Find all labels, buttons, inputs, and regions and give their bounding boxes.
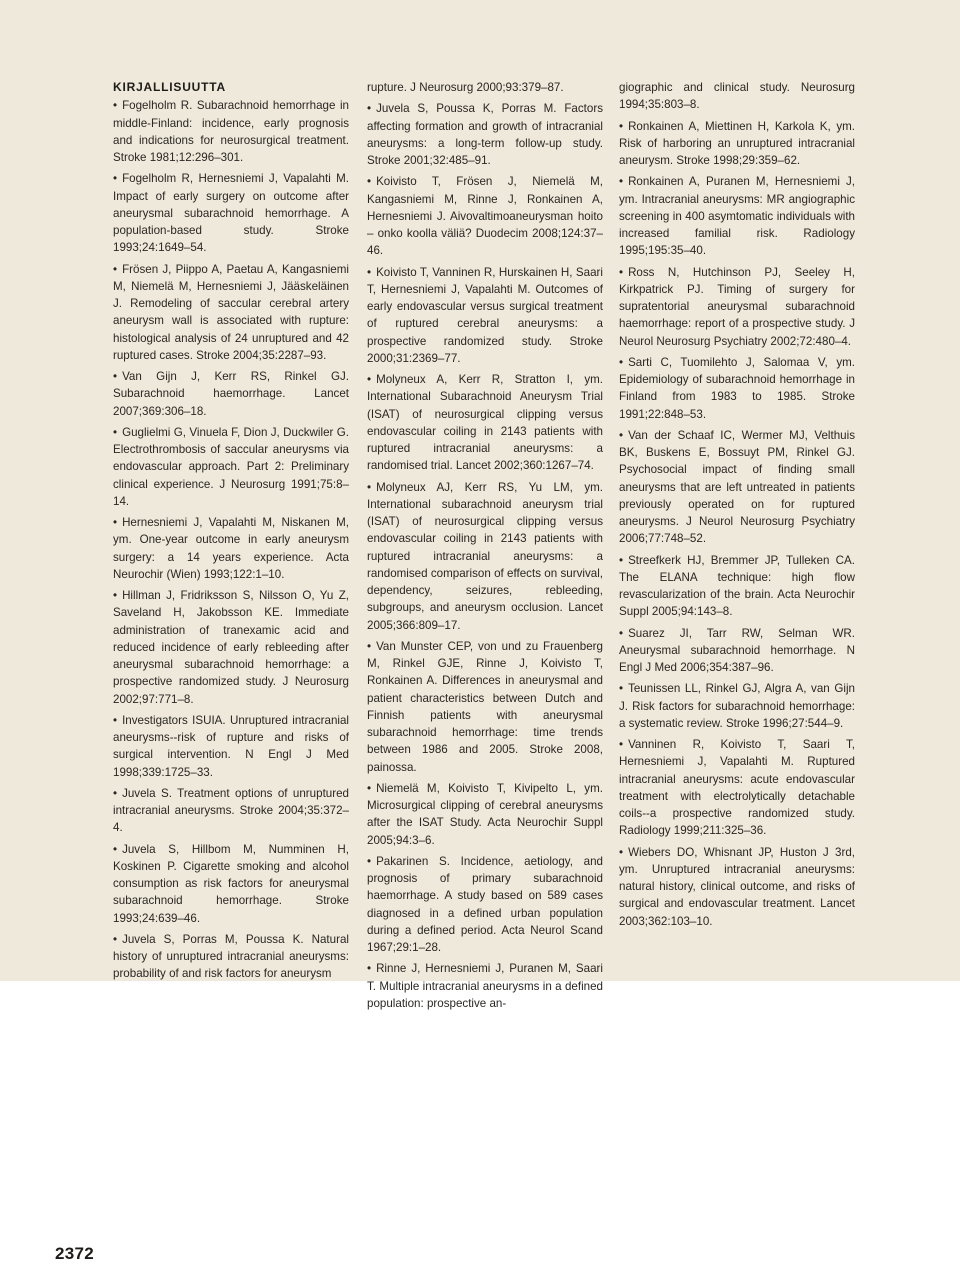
bullet-icon: •: [367, 480, 372, 494]
bullet-icon: •: [113, 786, 118, 800]
reference-text: Hillman J, Fridriksson S, Nilsson O, Yu Z, Saveland H, Jakobsson KE. Immediate administration of tranexamic acid and reduced incidence of early rebleeding after aneurysmal subarachnoid hemorrhage: a prospective randomized study. J Neurosurg 2002;97:771–8.: [113, 589, 349, 706]
reference-item: [367, 173, 603, 259]
reference-text: Ronkainen A, Puranen M, Hernesniemi J, ym. Intracranial aneurysms: MR angiographic screening in 400 asymtomatic individuals with increased familial risk. Radiology 1995;195:35–40.: [619, 175, 855, 258]
reference-item: [113, 97, 349, 166]
reference-item: [367, 960, 603, 1012]
bullet-icon: •: [367, 102, 372, 116]
reference-text: Molyneux AJ, Kerr RS, Yu LM, ym. International subarachnoid aneurysm trial (ISAT) of neurosurgical clipping versus endovascular coiling in 2143 patients with ruptured intracranial aneurysms: a randomised comparison of effects on survival, dependency, seizures, rebleeding, subgroups, and aneurysm occlusion. Lancet 2005;366:809–17.: [367, 480, 603, 632]
reference-item: [619, 680, 855, 732]
reference-item: [619, 844, 855, 930]
reference-text: Sarti C, Tuomilehto J, Salomaa V, ym. Epidemiology of subarachnoid hemorrhage in Finland from 1983 to 1985. Stroke 1991;22:848–53.: [619, 355, 855, 421]
bullet-icon: •: [619, 265, 624, 279]
bullet-icon: •: [619, 119, 624, 133]
bullet-icon: •: [619, 626, 624, 640]
references-column-2: [367, 79, 603, 1016]
reference-item: [619, 625, 855, 677]
reference-text: Frösen J, Piippo A, Paetau A, Kangasniemi M, Niemelä M, Hernesniemi J, Jääskeläinen J. Remodeling of saccular cerebral artery aneurysm wall is associated with rupture: histological analysis of 24 unruptured and 42 ruptured cases. Stroke 2004;35:2287–93.: [113, 262, 349, 362]
references-column-1: [113, 79, 349, 987]
reference-item: [113, 931, 349, 983]
bullet-icon: •: [113, 370, 118, 383]
reference-item: [113, 424, 349, 510]
reference-item: [113, 785, 349, 837]
bullet-icon: •: [619, 845, 624, 859]
reference-text: Vanninen R, Koivisto T, Saari T, Hernesniemi J, Vapalahti M. Ruptured intracranial aneurysms: acute endovascular treatment with electrolytically detachable coils--a prospective randomized study. Radiology 1999;211:325–36.: [619, 738, 855, 838]
reference-item: [619, 354, 855, 423]
reference-item: [619, 427, 855, 548]
bullet-icon: •: [113, 516, 118, 529]
bullet-icon: •: [619, 355, 624, 369]
reference-text: Ronkainen A, Miettinen H, Karkola K, ym. Risk of harboring an unruptured intracranial aneurysm. Stroke 1998;29:359–62.: [619, 119, 855, 167]
bullet-icon: •: [367, 781, 372, 795]
reference-text: Van Gijn J, Kerr RS, Rinkel GJ. Subarachnoid haemorrhage. Lancet 2007;369:306–18.: [113, 370, 349, 418]
bullet-icon: •: [367, 373, 372, 386]
reference-text: Streefkerk HJ, Bremmer JP, Tulleken CA. The ELANA technique: high flow revascularization of the brain. Acta Neurochir Suppl 2005;94:143–8.: [619, 553, 855, 619]
reference-text: Teunissen LL, Rinkel GJ, Algra A, van Gijn J. Risk factors for subarachnoid hemorrhage: a systematic review. Stroke 1996;27:544–9.: [619, 682, 855, 730]
reference-item: [619, 552, 855, 621]
bullet-icon: •: [113, 589, 118, 602]
reference-item: [113, 261, 349, 365]
bullet-icon: •: [619, 553, 624, 567]
references-heading: KIRJALLISUUTTA: [113, 80, 226, 94]
reference-item: [113, 170, 349, 256]
reference-text: Rinne J, Hernesniemi J, Puranen M, Saari T. Multiple intracranial aneurysms in a defined population: prospective an-: [367, 962, 603, 1010]
bullet-icon: •: [113, 172, 118, 186]
reference-continuation: giographic and clinical study. Neurosurg 1994;35:803–8.: [619, 81, 855, 112]
reference-item: [619, 118, 855, 170]
bullet-icon: •: [367, 962, 372, 976]
reference-text: Pakarinen S. Incidence, aetiology, and prognosis of primary subarachnoid haemorrhage. A study based on 589 cases diagnosed in a defined urban population during a defined period. Acta Neurol Scand 1967;29:1–28.: [367, 854, 603, 954]
references-column-3: [619, 79, 855, 934]
bullet-icon: •: [113, 713, 118, 727]
reference-item: [367, 264, 603, 368]
bullet-icon: •: [619, 175, 624, 189]
bullet-icon: •: [367, 854, 372, 868]
bullet-icon: •: [619, 428, 624, 442]
reference-item: [619, 173, 855, 259]
reference-item: [113, 712, 349, 781]
reference-item: [619, 264, 855, 350]
reference-item: [367, 100, 603, 169]
page-number: 2372: [55, 1244, 95, 1263]
bullet-icon: •: [619, 682, 624, 696]
reference-item: [619, 736, 855, 840]
bullet-icon: •: [367, 639, 372, 653]
reference-item: [367, 638, 603, 776]
bullet-icon: •: [367, 175, 372, 189]
reference-item: [367, 853, 603, 957]
reference-item: [113, 514, 349, 583]
reference-text: Van der Schaaf IC, Wermer MJ, Velthuis BK, Buskens E, Bossuyt PM, Rinkel GJ. Psychosocial impact of finding small aneurysms that are left untreated in patients previously operated on for ruptured aneurysms. J Neurol Neurosurg Psychiatry 2006;77:748–52.: [619, 428, 855, 546]
reference-item: [113, 841, 349, 927]
reference-text: Niemelä M, Koivisto T, Kivipelto L, ym. Microsurgical clipping of cerebral aneurysms after the ISAT Study. Acta Neurochir Suppl 2005;94:3–6.: [367, 781, 603, 847]
reference-item: [113, 587, 349, 708]
reference-text: Fogelholm R. Subarachnoid hemorrhage in middle-Finland: incidence, early prognosis and indications for neurosurgical treatment. Stroke 1981;12:296–301.: [113, 99, 349, 164]
reference-text: Juvela S, Poussa K, Porras M. Factors affecting formation and growth of intracranial aneurysms: a long-term follow-up study. Stroke 2001;32:485–91.: [367, 102, 603, 167]
bullet-icon: •: [113, 262, 118, 276]
reference-text: Juvela S, Hillbom M, Numminen H, Koskinen P. Cigarette smoking and alcohol consumption as risk factors for aneurysmal subarachnoid hemorrhage. Stroke 1993;24:639–46.: [113, 842, 349, 925]
reference-text: Koivisto T, Frösen J, Niemelä M, Kangasniemi M, Rinne J, Ronkainen A, Hernesniemi J. Aivovaltimoaneurysman hoito – onko koolla väliä? Duodecim 2008;124:37–46.: [367, 175, 603, 258]
reference-item: [113, 368, 349, 420]
reference-text: Van Munster CEP, von und zu Frauenberg M, Rinkel GJE, Rinne J, Koivisto T, Ronkainen A. Differences in aneurysmal and patient characteristics between Dutch and Finnish patients with aneurysmal subarachnoid hemorrhage: time trends between 1986 and 2005. Stroke 2008, painossa.: [367, 639, 603, 774]
reference-text: Suarez JI, Tarr RW, Selman WR. Aneurysmal subarachnoid hemorrhage. N Engl J Med 2006;354:387–96.: [619, 626, 855, 674]
bullet-icon: •: [113, 842, 118, 856]
reference-text: Investigators ISUIA. Unruptured intracranial aneurysms--risk of rupture and risks of surgical intervention. N Engl J Med 1998;339:1725–33.: [113, 713, 349, 779]
reference-text: Ross N, Hutchinson PJ, Seeley H, Kirkpatrick PJ. Timing of surgery for supratentorial aneurysmal subarachnoid haemorrhage: report of a prospective study. J Neurol Neurosurg Psychiatry 2002;72:480–4.: [619, 265, 855, 348]
bullet-icon: •: [113, 425, 118, 439]
reference-text: Fogelholm R, Hernesniemi J, Vapalahti M. Impact of early surgery on outcome after aneurysmal subarachnoid hemorrhage. A population-based study. Stroke 1993;24:1649–54.: [113, 172, 349, 255]
reference-text: Hernesniemi J, Vapalahti M, Niskanen M, ym. One-year outcome in early aneurysm surgery: a 14 years experience. Acta Neurochir (Wien) 1993;122:1–10.: [113, 516, 349, 581]
bullet-icon: •: [113, 99, 118, 113]
reference-text: Koivisto T, Vanninen R, Hurskainen H, Saari T, Hernesniemi J, Vapalahti M. Outcomes of early endovascular versus surgical treatment of ruptured cerebral aneurysms: a prospective randomized study. Stroke 2000;31:2369–77.: [367, 265, 603, 365]
reference-item: [367, 479, 603, 634]
bullet-icon: •: [113, 932, 118, 946]
reference-text: Juvela S, Porras M, Poussa K. Natural history of unruptured intracranial aneurysms: probability of and risk factors for aneurysm: [113, 932, 349, 981]
reference-text: Wiebers DO, Whisnant JP, Huston J 3rd, ym. Unruptured intracranial aneurysms: natural history, clinical outcome, and risks of surgical and endovascular treatment. Lancet 2003;362:103–10.: [619, 845, 855, 928]
bullet-icon: •: [367, 265, 372, 279]
bullet-icon: •: [619, 738, 624, 751]
reference-text: Guglielmi G, Vinuela F, Dion J, Duckwiler G. Electrothrombosis of saccular aneurysms via endovascular approach. Part 2: Preliminary clinical experience. J Neurosurg 1991;75:8–14.: [113, 425, 349, 508]
reference-text: Molyneux A, Kerr R, Stratton I, ym. International Subarachnoid Aneurysm Trial (ISAT) of neurosurgical clipping versus endovascular coiling in 2143 patients with ruptured intracranial aneurysms: a randomised trial. Lancet 2002;360:1267–74.: [367, 373, 603, 473]
reference-item: [367, 780, 603, 849]
reference-item: [367, 371, 603, 475]
reference-continuation: rupture. J Neurosurg 2000;93:379–87.: [367, 81, 564, 94]
reference-text: Juvela S. Treatment options of unruptured intracranial aneurysms. Stroke 2004;35:372–4.: [113, 786, 349, 835]
